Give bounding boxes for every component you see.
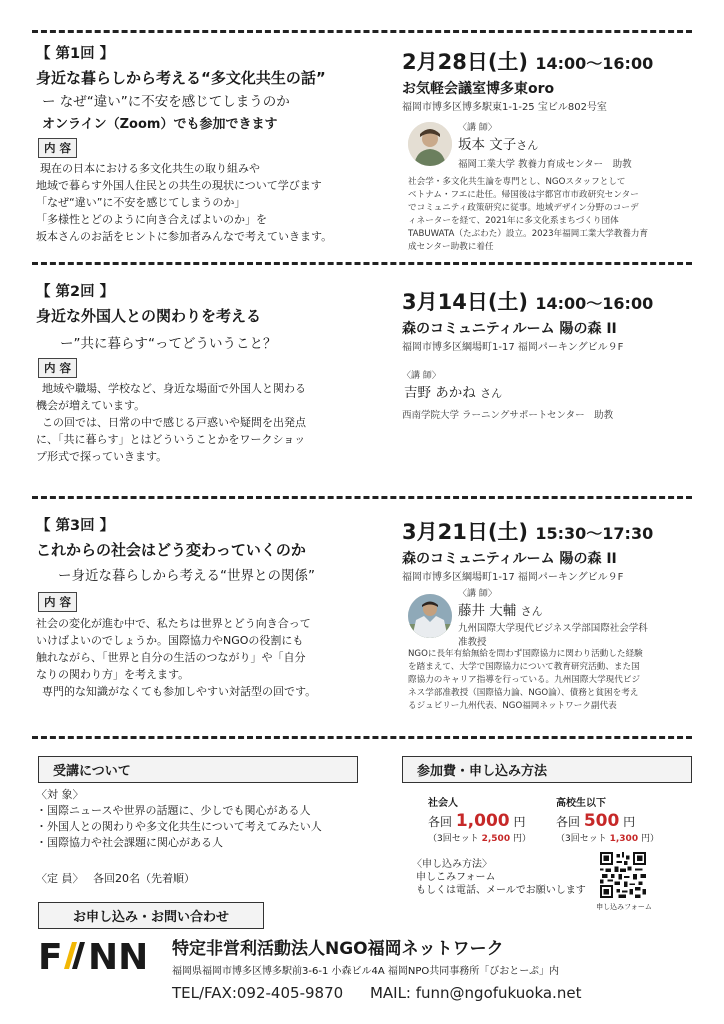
org-name: 特定非営利活動法人NGO福岡ネットワーク — [172, 939, 504, 959]
session-number: 【 第2回 】 — [36, 284, 115, 300]
content-label: 内 容 — [38, 138, 77, 158]
lecturer-label: 〈講 師〉 — [458, 123, 497, 133]
content-line: 現在の日本における多文化共生の取り組みや — [40, 162, 260, 175]
application-method — [412, 858, 592, 897]
venue: お気軽会議室博多東oro — [402, 81, 555, 97]
svg-text:F: F — [38, 937, 63, 974]
online-note: オンライン（Zoom）でも参加できます — [42, 117, 278, 132]
session-number: 【 第3回 】 — [36, 518, 115, 534]
time-text: 15:30〜17:30 — [535, 524, 654, 543]
date-text: 3月21日(土) — [402, 520, 529, 544]
bio-line: ィネーターを経て、2021年に多文化系まちづくり団体 — [408, 216, 619, 226]
target-item: ・外国人との関わりや多文化共生について考えてみたい人 — [36, 820, 322, 833]
capacity — [36, 870, 195, 886]
target-item: ・国際協力や社会課題に関心がある人 — [36, 836, 223, 849]
person-icon — [408, 594, 452, 638]
session-subtitle: ー身近な暮らしから考える“世界との関係” — [58, 568, 315, 584]
lecturer-label: 〈講 師〉 — [402, 371, 441, 381]
session-date — [402, 46, 702, 76]
lecturer-name — [458, 133, 698, 153]
content-line: 「多様性とどのように向き合えばよいのか」を — [36, 213, 267, 226]
divider-top — [32, 30, 692, 33]
student-label: 高校生以下 — [556, 798, 606, 809]
capacity-label: 〈定 員〉 — [36, 872, 84, 885]
content-text — [36, 615, 396, 700]
person-icon — [408, 122, 452, 166]
session-subtitle: ー”共に暮らす“ってどういうこと？ — [60, 336, 277, 352]
lecturer-bio — [408, 648, 698, 713]
venue: 森のコミュニティルーム 陽の森 II — [402, 551, 617, 567]
content-label: 内 容 — [38, 592, 77, 612]
qr-code-icon — [600, 852, 646, 898]
session-title: 身近な暮らしから考える“多文化共生の話” — [36, 69, 326, 87]
contact-heading: お申し込み・お問い合わせ — [38, 902, 264, 929]
lecturer-photo — [408, 122, 452, 166]
content-label: 内 容 — [38, 358, 77, 378]
adult-set-suffix: 円） — [512, 834, 531, 844]
contact-line — [172, 984, 581, 1002]
org-address: 福岡県福岡市博多区博多駅前3-6-1 小森ビル4A 福岡NPO共同事務所「びおとーぷ」内 — [172, 966, 560, 977]
bio-line: 際協力のキャリア指導を行っている。九州国際大学現代ビジ — [408, 675, 641, 685]
attendance-heading: 受講について — [38, 756, 358, 783]
capacity-text: 各回20名（先着順） — [93, 872, 195, 885]
target-label: 〈対 象〉 — [36, 788, 84, 801]
venue-address: 福岡市博多区綱場町1-17 福岡パーキングビル９F — [402, 342, 624, 353]
mail-link[interactable]: MAIL: funn@ngofukuoka.net — [369, 984, 582, 1002]
content-line: 専門的な知識がなくても参加しやすい対話型の回です。 — [42, 685, 317, 698]
venue: 森のコミュニティルーム 陽の森 II — [402, 321, 617, 337]
time-text: 14:00〜16:00 — [535, 54, 654, 73]
content-line: プ形式で探っていきます。 — [36, 450, 168, 463]
content-line: 社会の変化が進む中で、私たちは世界とどう向き合って — [36, 617, 311, 630]
lecturer-bio — [408, 176, 698, 254]
adult-price: 1,000 — [455, 811, 510, 831]
bio-line: 成センター助教に着任 — [408, 242, 494, 252]
student-prefix: 各回 — [556, 815, 581, 829]
venue-address: 福岡市博多区博多駅東1-1-25 宝ビル802号室 — [402, 102, 607, 113]
lecturer-name — [402, 381, 702, 401]
lecturer-name — [458, 599, 708, 619]
session-title: これからの社会はどう変わっていくのか — [36, 541, 306, 559]
time-text: 14:00〜16:00 — [535, 294, 654, 313]
content-text — [36, 160, 396, 245]
content-line: いけばよいのでしょうか。国際協力やNGOの役割にも — [36, 634, 304, 647]
divider-3 — [32, 736, 692, 739]
bio-line: ネス学部准教授（国際協力論、NGO論）、債務と貧困を考え — [408, 688, 639, 698]
affiliation-line: 准教授 — [458, 637, 487, 648]
adult-prefix: 各回 — [428, 815, 453, 829]
qr-caption: 申し込みフォーム — [596, 903, 652, 911]
student-set-suffix: 円） — [640, 834, 659, 844]
content-line: この回では、日常の中で感じる戸惑いや疑問を出発点 — [42, 416, 306, 429]
content-line: なりの関わり方」を考えます。 — [36, 668, 190, 681]
adult-set-price: 2,500 — [481, 834, 511, 844]
student-set-prefix: （3回セット — [556, 834, 607, 844]
lecturer-name-text: 坂本 文子 — [458, 137, 517, 153]
method-label: 〈申し込み方法〉 — [412, 859, 492, 870]
qr-code[interactable] — [600, 852, 646, 898]
date-text: 3月14日(土) — [402, 290, 529, 314]
content-line: 地域や職場、学校など、身近な場面で外国人と関わる — [42, 382, 306, 395]
venue-address: 福岡市博多区綱場町1-17 福岡パーキングビル９F — [402, 572, 624, 583]
session-subtitle: ー なぜ“違い”に不安を感じてしまうのか — [42, 94, 290, 110]
method-line: 申しこみフォーム — [416, 872, 496, 883]
student-fee — [556, 794, 686, 844]
content-line: 坂本さんのお話をヒントに参加者みんなで考えていきます。 — [36, 230, 333, 243]
content-line: 触れながら、「世界と自分の生活のつながり」や「自分 — [36, 651, 306, 664]
adult-fee — [428, 794, 558, 844]
lecturer-name-text: 藤井 大輔 — [458, 603, 517, 619]
lecturer-affiliation — [458, 622, 708, 650]
target-item: ・国際ニュースや世界の話題に、少しでも関心がある人 — [36, 804, 311, 817]
lecturer-suffix: さん — [520, 605, 543, 618]
divider-1 — [32, 262, 692, 265]
content-text — [36, 380, 396, 465]
bio-line: るジュビリー九州代表、NGO福岡ネットワーク副代表 — [408, 701, 617, 711]
student-unit: 円 — [623, 815, 636, 829]
content-line: 機会が増えています。 — [36, 399, 146, 412]
session-date — [402, 516, 702, 546]
tel-fax[interactable]: TEL/FAX:092-405-9870 — [172, 984, 344, 1002]
session-date — [402, 286, 702, 316]
lecturer-photo — [408, 594, 452, 638]
lecturer-affiliation: 西南学院大学 ラーニングサポートセンター 助教 — [402, 410, 614, 421]
lecturer-suffix: さん — [516, 139, 539, 152]
svg-text:NN: NN — [88, 937, 149, 974]
funn-logo — [38, 936, 166, 974]
session-title: 身近な外国人との関わりを考える — [36, 307, 262, 325]
affiliation-line: 九州国際大学現代ビジネス学部国際社会学科 — [458, 623, 648, 634]
date-text: 2月28日(土) — [402, 50, 529, 74]
funn-logo-icon — [38, 936, 166, 974]
student-price: 500 — [583, 811, 620, 831]
session-number: 【 第1回 】 — [36, 46, 115, 62]
bio-line: NGOに長年有給無給を問わず国際協力に関わり活動した経験 — [408, 649, 643, 659]
target-list — [36, 803, 396, 851]
content-line: 地域で暮らす外国人住民との共生の現状について学びます — [36, 179, 322, 192]
adult-unit: 円 — [513, 815, 526, 829]
bio-line: を踏まえて、大学で国際協力について教育研究活動、また国 — [408, 662, 640, 672]
adult-set-prefix: （3回セット — [428, 834, 479, 844]
content-line: に、「共に暮らす」とはどういうことかをワークショッ — [36, 433, 306, 446]
adult-label: 社会人 — [428, 798, 458, 809]
lecturer-affiliation: 福岡工業大学 教養力育成センター 助教 — [458, 159, 632, 170]
bio-line: ベトナム・フエに赴任。帰国後は宇都宮市市政研究センター — [408, 190, 639, 200]
lecturer-label: 〈講 師〉 — [458, 589, 497, 599]
student-set-price: 1,300 — [609, 834, 639, 844]
fee-heading: 参加費・申し込み方法 — [402, 756, 692, 783]
lecturer-suffix: さん — [480, 387, 503, 400]
lecturer-name-text: 吉野 あかね — [404, 385, 476, 401]
divider-2 — [32, 496, 692, 499]
bio-line: でコミュニティ政策研究に従事。地域デザイン分野のコーデ — [408, 203, 639, 213]
bio-line: TABUWATA（たぶわた）設立。2023年福岡工業大学教養力育 — [408, 229, 649, 239]
bio-line: 社会学・多文化共生論を専門とし、NGOスタッフとして — [408, 177, 626, 187]
method-line: もしくは電話、メールでお願いします — [416, 885, 586, 896]
content-line: 「なぜ“違い”に不安を感じてしまうのか」 — [36, 196, 246, 209]
